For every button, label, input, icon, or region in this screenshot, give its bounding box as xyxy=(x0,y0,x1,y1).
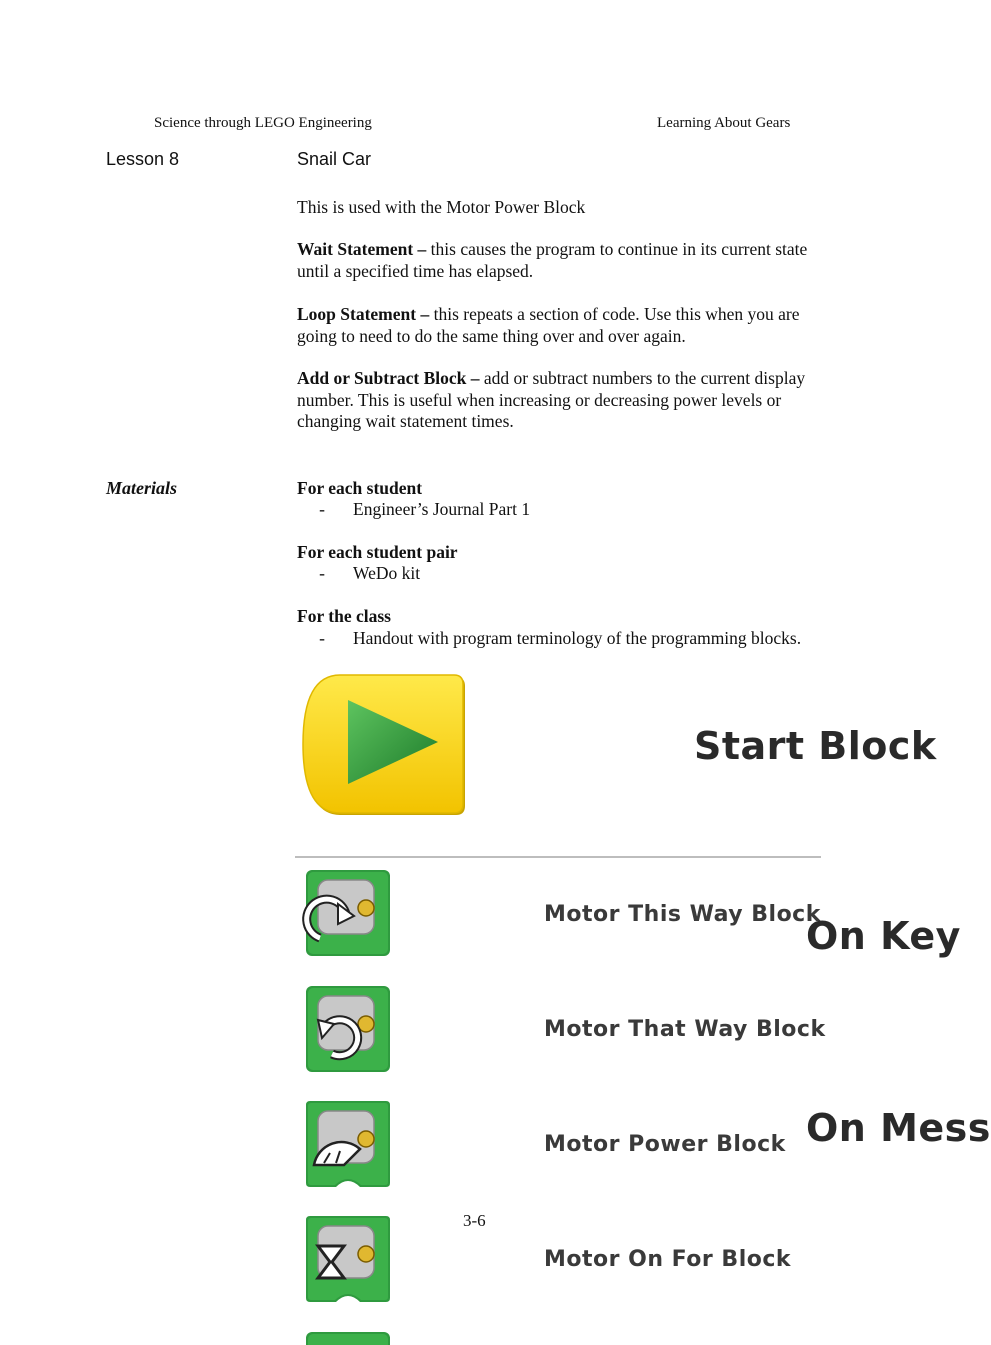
definition-loop xyxy=(297,304,857,347)
label-fragment-clip xyxy=(806,1104,991,1158)
definition-text: this repeats a section of code. Use this when you are xyxy=(429,304,800,324)
materials-label: Materials xyxy=(106,478,178,498)
definition-term: Wait Statement – xyxy=(297,239,427,259)
definition-term: Add or Subtract Block – xyxy=(297,368,480,388)
materials-item-text: Engineer’s Journal Part 1 xyxy=(353,499,531,519)
definition-wait xyxy=(297,239,857,282)
motor-on-for-icon xyxy=(304,1214,392,1304)
label-fragment: On Mess xyxy=(806,1106,991,1150)
definition-text: this causes the program to continue in its current state xyxy=(426,239,808,259)
list-dash: - xyxy=(319,628,325,648)
start-block-label: Start Block xyxy=(694,724,937,768)
label-fragment-clip xyxy=(806,912,961,968)
definition-text: number. This is useful when increasing or decreasing power levels or xyxy=(297,389,782,410)
materials-item-text: WeDo kit xyxy=(353,563,421,583)
list-dash: - xyxy=(319,499,325,519)
header-left: Science through LEGO Engineering xyxy=(154,115,372,131)
lesson-title: Snail Car xyxy=(297,149,372,169)
definition-add-subtract xyxy=(297,368,857,433)
motor-power-icon xyxy=(304,1099,392,1189)
motor-on-for-label: Motor On For Block xyxy=(544,1247,792,1272)
page-number: 3-6 xyxy=(463,1211,486,1230)
definition-text: going to need to do the same thing over and over again. xyxy=(297,325,686,346)
motor-power-label: Motor Power Block xyxy=(544,1132,786,1157)
materials-heading: For the class xyxy=(297,606,391,626)
definition-text: until a specified time has elapsed. xyxy=(297,260,534,281)
divider xyxy=(295,856,821,858)
label-fragment: On Key xyxy=(806,914,961,958)
header-right: Learning About Gears xyxy=(657,115,791,131)
materials-item xyxy=(297,563,420,584)
materials-heading: For each student xyxy=(297,478,423,498)
lesson-number: Lesson 8 xyxy=(106,149,180,169)
motor-that-way-icon xyxy=(304,984,392,1074)
definition-text: add or subtract numbers to the current display xyxy=(479,368,806,388)
materials-item-text: Handout with program terminology of the programming blocks. xyxy=(353,628,802,648)
definition-text: changing wait statement times. xyxy=(297,411,514,431)
start-block-icon xyxy=(302,674,468,818)
materials-item xyxy=(297,499,530,520)
intro-text: This is used with the Motor Power Block xyxy=(297,197,586,217)
motor-block-icon xyxy=(304,1330,392,1345)
materials-heading: For each student pair xyxy=(297,542,458,562)
materials-item xyxy=(297,628,801,649)
motor-that-way-label: Motor That Way Block xyxy=(544,1017,826,1042)
motor-this-way-icon xyxy=(304,868,392,958)
list-dash: - xyxy=(319,563,325,583)
motor-this-way-label: Motor This Way Block xyxy=(544,902,821,927)
definition-term: Loop Statement – xyxy=(297,304,430,324)
